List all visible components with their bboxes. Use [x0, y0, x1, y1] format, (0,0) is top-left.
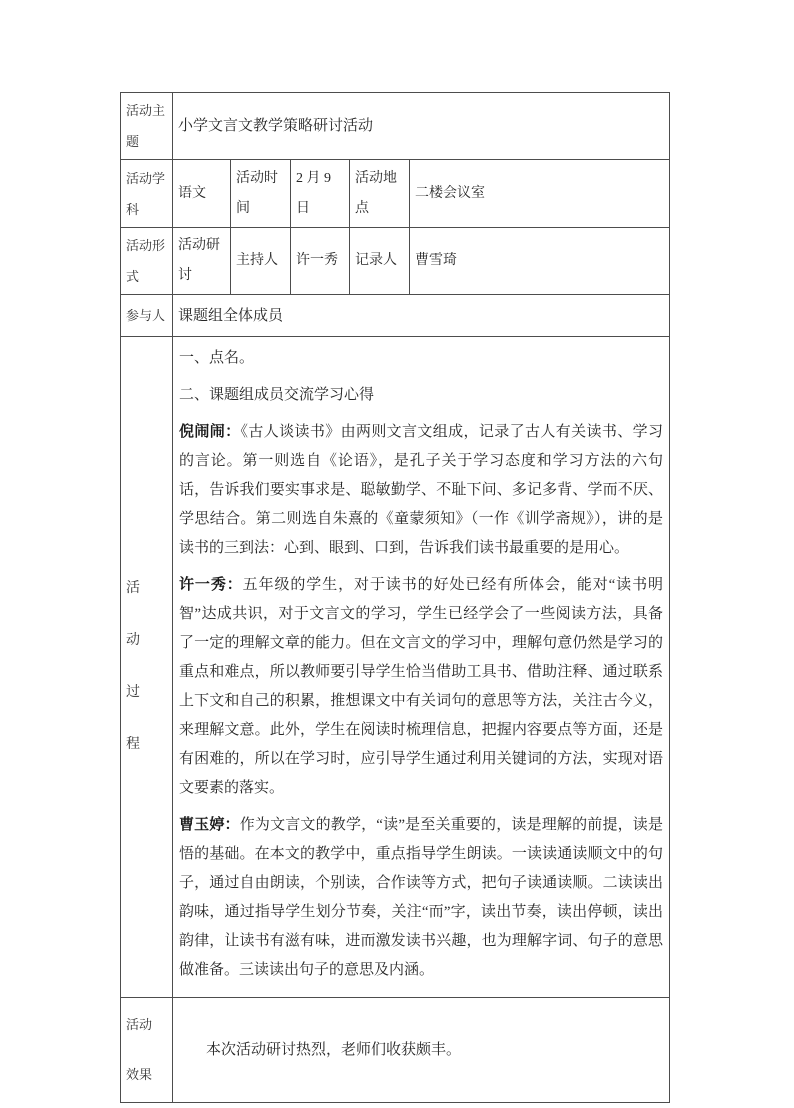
process-label-char-1: 活 [126, 581, 140, 596]
effect-value [173, 998, 670, 1103]
paragraph-text: 《古人谈读书》由两则文言文组成，记录了古人有关读书、学习的言论。第一则选自《论语》，是孔子关于学习态度和学习方法的六句话，告诉我们要实事求是、聪敏勤学、不耻下问、多记多背、学而不厌、学思结合。第二则选自朱熹的《童蒙须知》（一作《训学斋规》），讲的是读书的三到法：心到、眼到、口到，告诉我们读书最重要的是用心。 [179, 424, 663, 556]
process-paragraph-speaker-1 [179, 418, 663, 563]
process-paragraph-speaker-2 [179, 571, 663, 803]
recorder-label: 记录人 [350, 228, 410, 295]
effect-label [121, 998, 173, 1103]
process-label [121, 337, 173, 998]
paragraph-text: 五年级的学生，对于读书的好处已经有所体会，能对“读书明智”达成共识，对于文言文的学习，学生已经学会了一些阅读方法，具备了一定的理解文章的能力。但在文言文的学习中，理解句意仍然是学习的重点和难点，所以教师要引导学生恰当借助工具书、借助注释、通过联系上下文和自己的积累，推想课文中有关词句的意思等方法，关注古今义，来理解文意。此外，学生在阅读时梳理信息，把握内容要点等方面，还是有困难的，所以在学习时，应引导学生通过利用关键词的方法，实现对语文要素的落实。 [179, 577, 663, 796]
effect-text: 本次活动研讨热烈，老师们收获颇丰。 [206, 1041, 462, 1058]
time-value: 2 月 9 日 [291, 160, 350, 228]
table-row-process [121, 337, 670, 998]
subject-label: 活动学科 [121, 160, 173, 228]
process-label-char-2: 动 [126, 633, 140, 648]
participants-value: 课题组全体成员 [173, 295, 670, 337]
theme-value: 小学文言文教学策略研讨活动 [173, 93, 670, 160]
table-row-effect [121, 998, 670, 1103]
recorder-value: 曹雪琦 [410, 228, 670, 295]
theme-label: 活动主题 [121, 93, 173, 160]
host-value: 许一秀 [291, 228, 350, 295]
speaker-name: 曹玉婷： [179, 817, 240, 833]
subject-value: 语文 [173, 160, 231, 228]
process-item-rollcall [179, 344, 663, 373]
activity-record-table [120, 92, 670, 1103]
format-label: 活动形式 [121, 228, 173, 295]
paragraph-text: 二、课题组成员交流学习心得 [179, 387, 375, 403]
participants-label: 参与人 [121, 295, 173, 337]
format-value: 活动研讨 [173, 228, 231, 295]
time-label: 活动时间 [231, 160, 291, 228]
table-row-subject [121, 160, 670, 228]
speaker-name: 许一秀： [179, 577, 243, 593]
table-row-theme [121, 93, 670, 160]
process-label-char-3: 过 [126, 685, 140, 700]
table-row-participants [121, 295, 670, 337]
place-value: 二楼会议室 [410, 160, 670, 228]
place-label: 活动地点 [350, 160, 410, 228]
process-paragraph-speaker-3 [179, 811, 663, 985]
process-label-char-4: 程 [126, 737, 140, 752]
effect-label-line-2: 效果 [126, 1067, 153, 1082]
effect-label-line-1: 活动 [126, 1017, 153, 1032]
table-row-format [121, 228, 670, 295]
process-content [173, 337, 670, 998]
process-item-exchange [179, 381, 663, 410]
paragraph-text: 作为文言文的教学，“读”是至关重要的，读是理解的前提，读是悟的基础。在本文的教学中，重点指导学生朗读。一读读通读顺文中的句子，通过自由朗读，个别读，合作读等方式，把句子读通读顺。二读读出韵味，通过指导学生划分节奏，关注“而”字，读出节奏，读出停顿，读出韵律，让读书有滋有味，进而激发读书兴趣，也为理解字词、句子的意思做准备。三读读出句子的意思及内涵。 [179, 817, 663, 978]
host-label: 主持人 [231, 228, 291, 295]
speaker-name: 倪闹闹： [179, 424, 241, 440]
paragraph-text: 一、点名。 [179, 350, 255, 366]
